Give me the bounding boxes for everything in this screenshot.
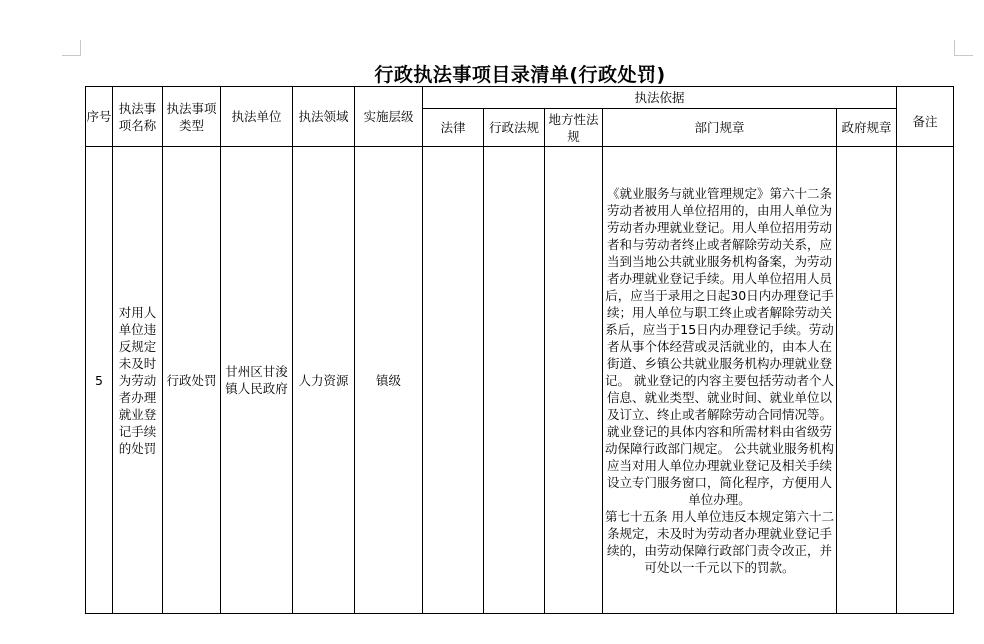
- cell-remarks: [897, 147, 954, 614]
- dept-rules-paragraph-2: 第七十五条 用人单位违反本规定第六十二条规定，未及时为劳动者办理就业登记手续的，由劳动保障行政部门责令改正，并可处以一千元以下的罚款。: [605, 508, 834, 575]
- header-seq: 序号: [86, 87, 113, 147]
- header-law: 法律: [423, 109, 484, 147]
- crop-mark-top-right-h: [955, 55, 973, 56]
- header-item-name: 执法事项名称: [113, 87, 163, 147]
- header-row-1: [86, 87, 954, 109]
- header-remarks: 备注: [897, 87, 954, 147]
- header-local-regulation: 地方性法规: [545, 109, 603, 147]
- cell-level: 镇级: [355, 147, 423, 614]
- header-basis: 执法依据: [423, 87, 897, 109]
- cell-item-name: 对用人单位违反规定未及时为劳动者办理就业登记手续的处罚: [113, 147, 163, 614]
- dept-rules-paragraph-1: 《就业服务与就业管理规定》第六十二条 劳动者被用人单位招用的，由用人单位为劳动者办理就业登记。用人单位招用劳动者和与劳动者终止或者解除劳动关系，应当到当地公共就业服务机构备案，为劳动者办理就业登记手续。用人单位招用人员后，应当于录用之日起30日内办理登记手续；用人单位与职工终止或者解除劳动关系后，应当于15日内办理登记手续。劳动者从事个体经营或灵活就业的，由本人在街道、乡镇公共就业服务机构办理就业登记。 就业登记的内容主要包括劳动者个人信息、就业类型、就业时间、就业单位以及订立、终止或者解除劳动合同情况等。就业登记的具体内容和所需材料由省级劳动保障行政部门规定。 公共就业服务机构应当对用人单位办理就业登记及相关手续设立专门服务窗口，简化程序，方便用人单位办理。: [605, 185, 834, 507]
- header-level: 实施层级: [355, 87, 423, 147]
- cell-field: 人力资源: [293, 147, 355, 614]
- cell-seq: 5: [86, 147, 113, 614]
- cell-local-regulation: [545, 147, 603, 614]
- cell-dept-rules: [603, 147, 837, 614]
- table-row: [86, 147, 954, 614]
- cell-law: [423, 147, 484, 614]
- enforcement-table: [85, 86, 954, 614]
- cell-unit: 甘州区甘浚镇人民政府: [221, 147, 293, 614]
- cell-gov-rules: [837, 147, 897, 614]
- crop-mark-top-right-v: [954, 40, 955, 56]
- header-dept-rules: 部门规章: [603, 109, 837, 147]
- header-admin-regulation: 行政法规: [484, 109, 545, 147]
- header-item-type: 执法事项类型: [163, 87, 221, 147]
- crop-mark-top-left-v: [80, 40, 81, 56]
- header-field: 执法领域: [293, 87, 355, 147]
- document-title: 行政执法事项目录清单(行政处罚): [374, 64, 666, 86]
- cell-admin-regulation: [484, 147, 545, 614]
- header-gov-rules: 政府规章: [837, 109, 897, 147]
- crop-mark-top-left-h: [62, 55, 80, 56]
- header-unit: 执法单位: [221, 87, 293, 147]
- cell-item-type: 行政处罚: [163, 147, 221, 614]
